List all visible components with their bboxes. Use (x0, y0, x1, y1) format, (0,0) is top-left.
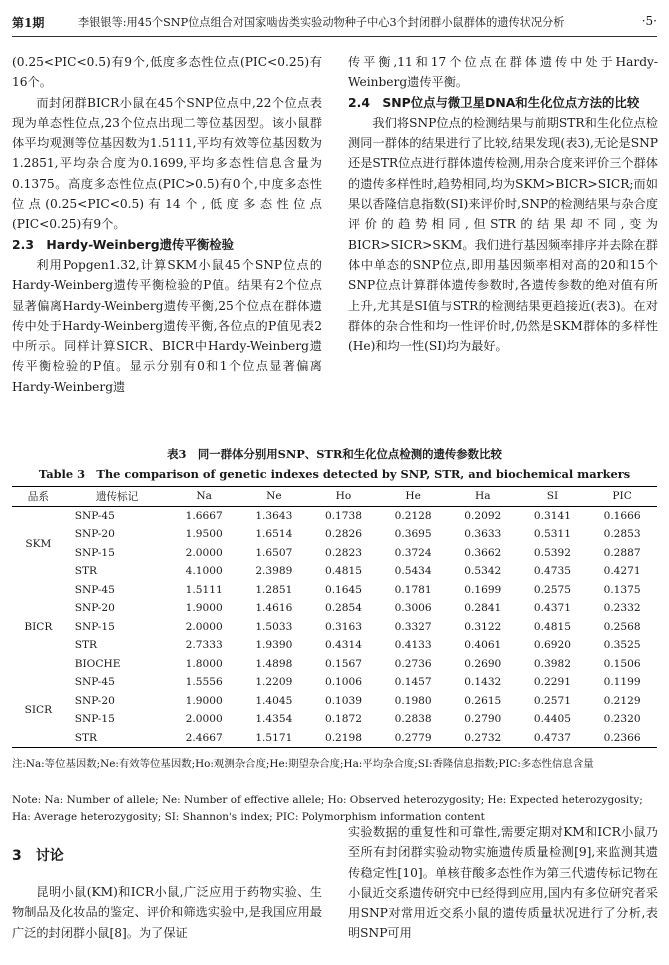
discussion-left (12, 882, 322, 943)
value-cell: 1.6507 (255, 546, 293, 559)
value-cell: 0.2128 (394, 509, 432, 522)
column-header: 遗传标记 (65, 487, 170, 507)
value-cell: 0.2366 (587, 729, 657, 748)
value-cell: 0.3163 (324, 620, 363, 633)
value-cell: 2.0000 (185, 546, 223, 559)
value-cell: 0.2838 (394, 713, 432, 726)
value-cell: 1.4898 (255, 657, 293, 670)
value-cell: 0.1781 (394, 583, 432, 596)
table-note-cn: 注:Na:等位基因数;Ne:有效等位基因数;Ho:观测杂合度;He:期望杂合度;Ha:平均杂合度;SI:香隆信息指数;PIC:多态性信息含量 (12, 758, 594, 770)
value-cell: 0.2732 (448, 729, 518, 748)
marker-cell: STR (74, 639, 98, 652)
value-cell: 0.2320 (603, 713, 641, 726)
value-cell: 0.2841 (464, 602, 502, 615)
paragraph: 传平衡,11和17个位点在群体遗传中处于Hardy-Weinberg遗传平衡。 (348, 55, 658, 90)
value-cell: 0.4061 (464, 639, 502, 652)
value-cell: 1.4354 (255, 713, 293, 726)
value-cell: 0.2092 (464, 509, 502, 522)
value-cell: 0.1872 (324, 713, 363, 726)
value-cell: 2.0000 (185, 620, 223, 633)
marker-cell: SNP-15 (74, 546, 115, 559)
table-3 (12, 486, 657, 748)
marker-cell: BIOCHE (74, 657, 121, 670)
value-cell: 1.5171 (239, 729, 309, 748)
strain-cell: BICR (24, 620, 53, 633)
marker-cell: SNP-15 (74, 620, 115, 633)
value-cell: 2.3989 (255, 565, 293, 578)
table-caption-en: Table 3 The comparison of genetic indexes detected by SNP, STR, and biochemical markers (38, 467, 631, 481)
value-cell: 0.1980 (394, 694, 432, 707)
value-cell: 0.1738 (324, 509, 363, 522)
issue-label: 第1期 (12, 16, 45, 30)
value-cell: 0.1457 (394, 676, 432, 689)
table-row (12, 673, 657, 692)
value-cell: 1.5556 (185, 676, 223, 689)
value-cell: 0.6920 (533, 639, 571, 652)
table-row (12, 692, 657, 711)
value-cell: 0.1645 (324, 583, 363, 596)
value-cell: 1.9000 (185, 694, 223, 707)
value-cell: 0.2854 (324, 602, 363, 615)
value-cell: 0.5392 (533, 546, 571, 559)
value-cell: 0.4405 (533, 713, 571, 726)
section-heading-2-3: 2.3 Hardy-Weinberg遗传平衡检验 (12, 236, 235, 252)
paragraph: 而封闭群BICR小鼠在45个SNP位点中,22个位点表现为单态性位点,23个位点出现二等位基因型。该小鼠群体平均观测等位基因数为1.5111,平均有效等位基因数为1.2851,平均杂合度为0.1699,平均多态性信息含量为0.1375。高度多态性位点(PIC>0.5)有0个,中度多态性位点(0.25<PIC<0.5)有14个,低度多态性位点(PIC<0.25)有9个。 (12, 95, 322, 232)
value-cell: 1.6514 (255, 528, 293, 541)
value-cell: 0.1199 (603, 676, 641, 689)
value-cell: 0.2332 (603, 602, 641, 615)
running-header (12, 6, 657, 37)
section-heading-3: 3 讨论 (12, 848, 64, 864)
value-cell: 0.1432 (464, 676, 502, 689)
value-cell: 0.2790 (464, 713, 502, 726)
value-cell: 2.7333 (185, 639, 223, 652)
value-cell: 0.2853 (603, 528, 641, 541)
paragraph: 昆明小鼠(KM)和ICR小鼠,广泛应用于药物实验、生物制品及化妆品的鉴定、评价和筛选实验中,是我国应用最广泛的封闭群小鼠[8]。为了保证 (12, 885, 322, 940)
paragraph: (0.25<PIC<0.5)有9个,低度多态性位点(PIC<0.25)有16个。 (12, 55, 322, 90)
marker-cell: STR (65, 729, 170, 748)
value-cell: 0.1375 (603, 583, 641, 596)
value-cell: 0.2615 (464, 694, 502, 707)
value-cell: 0.2779 (378, 729, 448, 748)
column-header: Ne (239, 487, 309, 507)
value-cell: 1.9500 (185, 528, 223, 541)
value-cell: 0.4735 (533, 565, 571, 578)
marker-cell: SNP-45 (74, 676, 115, 689)
value-cell: 0.1506 (603, 657, 641, 670)
section-heading-2-4: 2.4 SNP位点与微卫星DNA和生化位点方法的比较 (348, 94, 640, 110)
value-cell: 1.5111 (185, 583, 223, 596)
discussion-right (348, 822, 658, 944)
marker-cell: SNP-20 (74, 602, 115, 615)
value-cell: 2.0000 (185, 713, 223, 726)
value-cell: 1.2209 (255, 676, 293, 689)
table-row (12, 544, 657, 563)
table-row (12, 618, 657, 637)
table-row (12, 562, 657, 581)
value-cell: 0.2690 (464, 657, 502, 670)
table-row (12, 506, 657, 525)
marker-cell: SNP-20 (74, 528, 115, 541)
value-cell: 0.4271 (603, 565, 641, 578)
value-cell: 2.4667 (169, 729, 239, 748)
table-row (12, 655, 657, 674)
left-column (12, 52, 322, 397)
value-cell: 0.3662 (464, 546, 502, 559)
table-caption-cn: 表3 同一群体分别用SNP、STR和生化位点检测的遗传参数比较 (167, 447, 502, 461)
table-row (12, 729, 657, 748)
table-row (12, 710, 657, 729)
value-cell: 0.3006 (394, 602, 432, 615)
table-row (12, 599, 657, 618)
value-cell: 0.2823 (324, 546, 363, 559)
marker-cell: STR (74, 565, 98, 578)
value-cell: 0.1567 (324, 657, 363, 670)
value-cell: 0.3724 (394, 546, 432, 559)
right-column (348, 52, 658, 356)
table-row (12, 525, 657, 544)
value-cell: 0.5311 (533, 528, 571, 541)
marker-cell: SNP-20 (74, 694, 115, 707)
value-cell: 0.4815 (324, 565, 363, 578)
value-cell: 0.2291 (533, 676, 571, 689)
column-header: Ho (309, 487, 379, 507)
marker-cell: SNP-45 (74, 583, 115, 596)
value-cell: 1.3643 (255, 509, 293, 522)
running-title: 李银银等:用45个SNP位点组合对国家啮齿类实验动物种子中心3个封闭群小鼠群体的遗传状况分析 (78, 16, 565, 29)
paragraph: 实验数据的重复性和可靠性,需要定期对KM和ICR小鼠乃至所有封闭群实验动物实施遗传质量检测[9],来监测其遗传稳定性[10]。单核苷酸多态性作为第三代遗传标记物在小鼠近交系遗传研究中已经得到应用,国内有多位研究者采用SNP对常用近交系小鼠的遗传质量状况进行了分析,表明SNP可用 (348, 825, 658, 941)
value-cell: 1.8000 (185, 657, 223, 670)
value-cell: 0.4133 (394, 639, 432, 652)
column-header: He (378, 487, 448, 507)
value-cell: 0.1666 (603, 509, 641, 522)
value-cell: 0.1699 (464, 583, 502, 596)
value-cell: 1.9000 (185, 602, 223, 615)
value-cell: 1.2851 (255, 583, 293, 596)
value-cell: 0.2568 (603, 620, 641, 633)
value-cell: 0.3982 (533, 657, 571, 670)
value-cell: 1.4045 (255, 694, 293, 707)
strain-cell: SKM (25, 537, 52, 550)
column-header: Ha (448, 487, 518, 507)
value-cell: 1.6667 (185, 509, 223, 522)
value-cell: 0.2887 (603, 546, 641, 559)
value-cell: 4.1000 (185, 565, 223, 578)
value-cell: 0.2575 (533, 583, 571, 596)
value-cell: 0.3122 (464, 620, 502, 633)
value-cell: 0.4815 (533, 620, 571, 633)
column-header: 品系 (12, 487, 65, 507)
table-note-en: Note: Na: Number of allele; Ne: Number of effective allele; Ho: Observed heterozygosity; He: Expected heterozygosity; Ha: Average heterozygosity; SI: Shannon's index; PIC: Polymorphism information content (12, 794, 643, 823)
value-cell: 0.2736 (394, 657, 432, 670)
value-cell: 0.2571 (533, 694, 571, 707)
paragraph: 利用Popgen1.32,计算SKM小鼠45个SNP位点的Hardy-Weinberg遗传平衡检验的P值。结果有2个位点显著偏离Hardy-Weinberg遗传平衡,25个位点在群体遗传中处于Hardy-Weinberg遗传平衡,各位点的P值见表2中所示。同样计算SICR、BICR中Hardy-Weinberg遗传平衡检验的P值。显示分别有0和1个位点显著偏离Hardy-Weinberg遗 (12, 257, 322, 394)
value-cell: 0.3633 (464, 528, 502, 541)
value-cell: 0.5434 (394, 565, 432, 578)
value-cell: 0.4737 (518, 729, 588, 748)
value-cell: 0.3695 (394, 528, 432, 541)
value-cell: 0.4371 (533, 602, 571, 615)
value-cell: 0.1039 (324, 694, 363, 707)
column-header: Na (169, 487, 239, 507)
table-row (12, 636, 657, 655)
column-header: SI (518, 487, 588, 507)
strain-cell: SICR (12, 673, 65, 748)
table-header-row (12, 487, 657, 507)
value-cell: 0.3525 (603, 639, 641, 652)
value-cell: 0.1006 (324, 676, 363, 689)
value-cell: 0.2826 (324, 528, 363, 541)
value-cell: 0.4314 (324, 639, 363, 652)
marker-cell: SNP-15 (74, 713, 115, 726)
value-cell: 0.3327 (394, 620, 432, 633)
table-row (12, 581, 657, 600)
value-cell: 0.2198 (309, 729, 379, 748)
marker-cell: SNP-45 (74, 509, 115, 522)
value-cell: 1.5033 (255, 620, 293, 633)
value-cell: 1.9390 (255, 639, 293, 652)
value-cell: 0.3141 (533, 509, 571, 522)
value-cell: 0.2129 (603, 694, 641, 707)
value-cell: 1.4616 (255, 602, 293, 615)
page-number: ·5· (641, 14, 657, 28)
paragraph: 我们将SNP位点的检测结果与前期STR和生化位点检测同一群体的结果进行了比较,结果发现(表3),无论是SNP还是STR位点进行群体遗传检测,用杂合度来评价三个群体的遗传多样性时,趋势相同,均为SKM>BICR>SICR;而如果以香隆信息指数(SI)来评价时,SNP的检测结果与杂合度评价的趋势相同,但STR的结果却不同,变为BICR>SICR>SKM。我们进行基因频率排序并去除在群体中单态的SNP位点,即用基因频率相对高的20和15个SNP位点计算群体遗传参数时,各遗传参数的绝对值有所上升,尤其是SI值与STR的检测结果更趋接近(表3)。在对群体的杂合性和均一性评价时,仍然是SKM群体的多样性(He)和均一性(SI)均为最好。 (348, 115, 658, 354)
column-header: PIC (587, 487, 657, 507)
value-cell: 0.5342 (464, 565, 502, 578)
